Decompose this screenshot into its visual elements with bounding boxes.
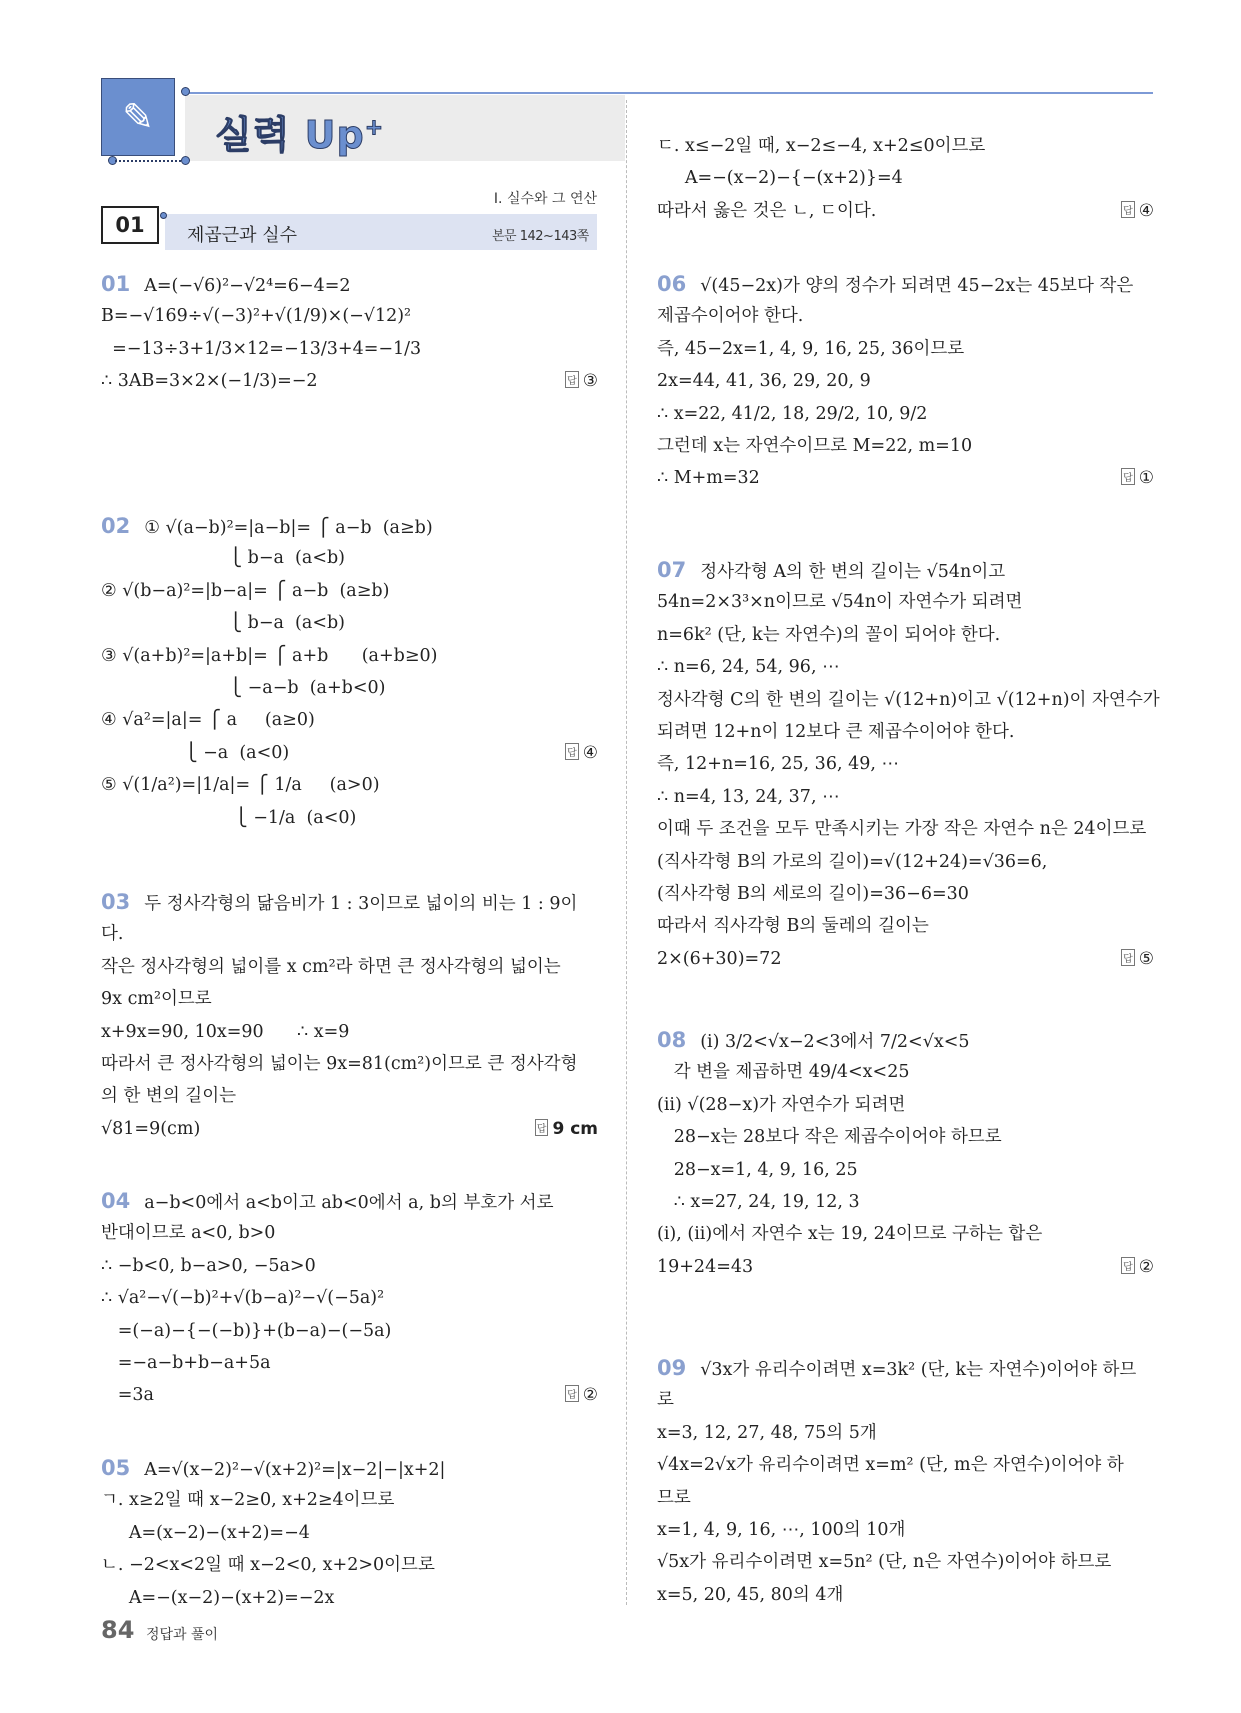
section-reference: 본문 142~143쪽 [492, 229, 589, 244]
line-text: 그런데 x는 자연수이므로 M=22, m=10 [657, 435, 973, 456]
solution-line [657, 1482, 1154, 1514]
line-text: 의 한 변의 길이는 [101, 1086, 237, 1107]
line-text: ∴ n=4, 13, 24, 37, ⋯ [657, 786, 840, 807]
line-text: x+9x=90, 10x=90 ∴ x=9 [101, 1021, 350, 1042]
section-number: 01 [101, 206, 159, 244]
title-plus: + [364, 115, 385, 141]
line-text: a−b<0에서 a<b이고 ab<0에서 a, b의 부호가 서로 [144, 1193, 554, 1213]
line-text: A=√(x−2)²−√(x+2)²=|x−2|−|x+2| [144, 1460, 446, 1480]
problem-number: 06 [657, 272, 687, 296]
line-text: x=5, 20, 45, 80의 4개 [657, 1584, 844, 1605]
solution-line [657, 1251, 1154, 1283]
solution-line [657, 300, 1154, 332]
answer [535, 1119, 598, 1139]
solution-line [657, 1186, 1154, 1218]
line-text: (i) 3/2<√x−2<3에서 7/2<√x<5 [700, 1032, 970, 1052]
solution-line [101, 1250, 598, 1282]
answer-mark-icon: 답 [1121, 949, 1135, 966]
line-text: ⎩ −a (a<0) [101, 742, 290, 763]
solution-line [657, 878, 1154, 910]
solution-line [657, 195, 1154, 227]
line-text: ㄴ. −2<x<2일 때 x−2<0, x+2>0이므로 [101, 1555, 435, 1576]
answer-value: ① [1138, 468, 1154, 489]
problem-number: 07 [657, 558, 687, 582]
answer [565, 371, 598, 391]
line-text: ⎩ −a−b (a+b<0) [101, 677, 386, 698]
line-text: B=−√169÷√(−3)²+√(1/9)×(−√12)² [101, 306, 412, 327]
line-text: 므로 [657, 1487, 691, 1508]
line-text: x=1, 4, 9, 16, ⋯, 100의 10개 [657, 1519, 906, 1540]
solution-line [657, 1514, 1154, 1546]
line-text: ④ √a²=|a|= ⎧ a (a≥0) [101, 710, 315, 731]
solution-line [101, 640, 598, 672]
solution-line [101, 802, 598, 834]
line-text: =3a [101, 1385, 154, 1406]
solution-line [101, 542, 598, 574]
line-text: ∴ n=6, 24, 54, 96, ⋯ [657, 657, 840, 678]
line-text: 정사각형 C의 한 변의 길이는 √(12+n)이고 √(12+n)이 자연수가 [657, 689, 1160, 710]
solution-line [101, 1080, 598, 1112]
line-text: 각 변을 제곱하면 49/4<x<25 [657, 1062, 910, 1083]
line-text: ③ √(a+b)²=|a+b|= ⎧ a+b (a+b≥0) [101, 645, 438, 666]
solution-01 [101, 268, 598, 398]
solution-line [101, 704, 598, 736]
line-text: 두 정사각형의 닮음비가 1 : 3이므로 넓이의 비는 1 : 9이 [144, 894, 578, 914]
solution-line [101, 268, 598, 300]
solution-line [101, 300, 598, 332]
solution-line [101, 1517, 598, 1549]
solution-line [101, 1217, 598, 1249]
line-text: A=(x−2)−(x+2)=−4 [101, 1522, 310, 1543]
decor-dot [181, 156, 190, 165]
column-divider [626, 100, 627, 1605]
line-text: √(45−2x)가 양의 정수가 되려면 45−2x는 45보다 작은 [700, 276, 1134, 296]
solution-line [657, 365, 1154, 397]
solution-line [657, 1546, 1154, 1578]
line-text: ㄷ. x≤−2일 때, x−2≤−4, x+2≤0이므로 [657, 136, 986, 156]
answer-value: ② [582, 1385, 598, 1406]
line-text: ⎩ −1/a (a<0) [101, 807, 357, 828]
solution-line [657, 1154, 1154, 1186]
line-text: (직사각형 B의 가로의 길이)=√(12+24)=√36=6, [657, 851, 1048, 872]
answer-value: ② [1138, 1256, 1154, 1277]
line-text: ㄱ. x≥2일 때 x−2≥0, x+2≥4이므로 [101, 1490, 395, 1511]
solution-line [101, 1048, 598, 1080]
solution-line [657, 1024, 1154, 1056]
solution-line [657, 398, 1154, 430]
answer-value: ⑤ [1138, 948, 1154, 969]
line-text: A=(−√6)²−√2⁴=6−4=2 [144, 276, 351, 296]
line-text: 정사각형 A의 한 변의 길이는 √54n이고 [700, 562, 1006, 582]
solution-line [101, 737, 598, 769]
solution-05 [101, 1452, 598, 1614]
line-text: ∴ −b<0, b−a>0, −5a>0 [101, 1255, 316, 1276]
line-text: √3x가 유리수이려면 x=3k² (단, k는 자연수)이어야 하므 [700, 1360, 1137, 1380]
line-text: ① √(a−b)²=|a−b|= ⎧ a−b (a≥b) [144, 518, 433, 538]
problem-number: 05 [101, 1456, 131, 1480]
solution-line [101, 365, 598, 397]
line-text: 28−x는 28보다 작은 제곱수이어야 하므로 [657, 1127, 1002, 1148]
answer-value: 9 cm [552, 1118, 598, 1139]
line-text: (ii) √(28−x)가 자연수가 되려면 [657, 1094, 906, 1115]
solution-line [101, 510, 598, 542]
line-text: 2x=44, 41, 36, 29, 20, 9 [657, 371, 871, 392]
solution-line [657, 813, 1154, 845]
solution-line [657, 684, 1160, 716]
line-text: 다. [101, 924, 124, 945]
decor-dot [160, 212, 167, 219]
problem-number: 09 [657, 1356, 687, 1380]
answer [1121, 1257, 1154, 1277]
page-title [215, 104, 384, 159]
line-text: 이때 두 조건을 모두 만족시키는 가장 작은 자연수 n은 24이므로 [657, 819, 1147, 840]
solution-line [657, 1417, 1154, 1449]
solution-line [101, 1185, 598, 1217]
line-text: 28−x=1, 4, 9, 16, 25 [657, 1159, 858, 1180]
line-text: 따라서 직사각형 B의 둘레의 길이는 [657, 916, 929, 937]
line-text: ⎩ b−a (a<b) [101, 548, 346, 569]
solution-line [657, 268, 1154, 300]
solution-cont [657, 130, 1154, 227]
answer-mark-icon: 답 [565, 371, 579, 388]
line-text: √81=9(cm) [101, 1118, 201, 1139]
line-text: 즉, 12+n=16, 25, 36, 49, ⋯ [657, 754, 899, 775]
answer-value: ④ [582, 742, 598, 763]
problem-number: 08 [657, 1028, 687, 1052]
line-text: 따라서 큰 정사각형의 넓이는 9x=81(cm²)이므로 큰 정사각형 [101, 1053, 578, 1074]
header-rule [185, 92, 1153, 94]
page-number: 84 [101, 1616, 135, 1644]
solution-07 [657, 554, 1160, 975]
answer [565, 743, 598, 763]
answer-mark-icon: 답 [565, 743, 579, 760]
solution-02 [101, 510, 598, 834]
solution-line [101, 1347, 598, 1379]
answer-mark-icon: 답 [565, 1385, 579, 1402]
solution-line [101, 951, 598, 983]
line-text: 2×(6+30)=72 [657, 948, 782, 969]
solution-line [101, 1582, 598, 1614]
problem-number: 02 [101, 514, 131, 538]
solution-line [101, 1484, 598, 1516]
solution-line [657, 430, 1154, 462]
line-text: 9x cm²이므로 [101, 989, 212, 1010]
line-text: (i), (ii)에서 자연수 x는 19, 24이므로 구하는 합은 [657, 1224, 1043, 1245]
line-text: x=3, 12, 27, 48, 75의 5개 [657, 1422, 877, 1443]
line-text: √5x가 유리수이려면 x=5n² (단, n은 자연수)이어야 하므로 [657, 1552, 1112, 1573]
solution-line [657, 586, 1154, 618]
solution-line [101, 1282, 598, 1314]
problem-number: 03 [101, 890, 131, 914]
line-text: =(−a)−{−(−b)}+(b−a)−(−5a) [101, 1320, 392, 1341]
line-text: 되려면 12+n이 12보다 큰 제곱수이어야 한다. [657, 721, 1015, 742]
solution-line [101, 1379, 598, 1411]
problem-number: 01 [101, 272, 131, 296]
solution-line [101, 769, 598, 801]
solution-line [101, 575, 598, 607]
decor-dotted-line [115, 160, 181, 162]
solution-line [657, 619, 1154, 651]
answer-value: ④ [1138, 200, 1154, 221]
solution-line [657, 781, 1154, 813]
solution-line [657, 1089, 1154, 1121]
solution-line [657, 1056, 1154, 1088]
solution-line [657, 910, 1154, 942]
solution-line [101, 607, 598, 639]
solution-03 [101, 886, 598, 1145]
answer [1121, 468, 1154, 488]
line-text: ∴ √a²−√(−b)²+√(b−a)²−√(−5a)² [101, 1288, 385, 1309]
notebook-pencil-icon: ✎ [101, 78, 175, 156]
solution-line [657, 162, 1154, 194]
solution-line [657, 846, 1154, 878]
line-text: ∴ M+m=32 [657, 468, 760, 489]
line-text: n=6k² (단, k는 자연수)의 꼴이 되어야 한다. [657, 624, 1001, 645]
line-text: ∴ x=22, 41/2, 18, 29/2, 10, 9/2 [657, 403, 928, 424]
solution-line [101, 333, 598, 365]
solution-line [657, 1449, 1154, 1481]
line-text: (직사각형 B의 세로의 길이)=36−6=30 [657, 883, 969, 904]
title-text: 실력 Up [215, 113, 365, 157]
footer-label: 정답과 풀이 [146, 1627, 219, 1643]
line-text: ∴ 3AB=3×2×(−1/3)=−2 [101, 371, 318, 392]
line-text: ⑤ √(1/a²)=|1/a|= ⎧ 1/a (a>0) [101, 775, 380, 796]
solution-line [657, 130, 1154, 162]
solution-line [657, 333, 1154, 365]
solution-09 [657, 1352, 1154, 1611]
line-text: A=−(x−2)−(x+2)=−2x [101, 1587, 335, 1608]
solution-line [657, 748, 1154, 780]
line-text: 반대이므로 a<0, b>0 [101, 1223, 276, 1244]
solution-line [101, 1452, 598, 1484]
solution-line [657, 1352, 1154, 1384]
answer-mark-icon: 답 [535, 1119, 549, 1136]
line-text: ∴ x=27, 24, 19, 12, 3 [657, 1191, 860, 1212]
line-text: 로 [657, 1390, 674, 1411]
line-text: ② √(b−a)²=|b−a|= ⎧ a−b (a≥b) [101, 580, 390, 601]
problem-number: 04 [101, 1189, 131, 1213]
solution-line [101, 1016, 598, 1048]
line-text: 제곱수이어야 한다. [657, 306, 804, 327]
decor-dot [181, 87, 190, 96]
answer [1121, 949, 1154, 969]
solution-line [657, 716, 1154, 748]
line-text: =−13÷3+1/3×12=−13/3+4=−1/3 [101, 338, 422, 359]
line-text: √4x=2√x가 유리수이려면 x=m² (단, m은 자연수)이어야 하 [657, 1455, 1124, 1476]
answer [1121, 201, 1154, 221]
solution-line [101, 672, 598, 704]
answer-mark-icon: 답 [1121, 468, 1135, 485]
solution-line [101, 1315, 598, 1347]
solution-line [101, 886, 598, 918]
line-text: 19+24=43 [657, 1256, 754, 1277]
solution-line [657, 1579, 1154, 1611]
solution-line [657, 1384, 1154, 1416]
solution-line [657, 554, 1154, 586]
answer-mark-icon: 답 [1121, 201, 1135, 218]
solution-line [101, 1113, 598, 1145]
unit-label: Ⅰ. 실수와 그 연산 [493, 191, 597, 207]
answer-mark-icon: 답 [1121, 1257, 1135, 1274]
solution-line [657, 1218, 1154, 1250]
solution-line [657, 943, 1154, 975]
solution-06 [657, 268, 1154, 495]
line-text: 작은 정사각형의 넓이를 x cm²라 하면 큰 정사각형의 넓이는 [101, 956, 561, 977]
line-text: 즉, 45−2x=1, 4, 9, 16, 25, 36이므로 [657, 338, 965, 359]
solution-line [101, 983, 598, 1015]
line-text: =−a−b+b−a+5a [101, 1352, 271, 1373]
line-text: 따라서 옳은 것은 ㄴ, ㄷ이다. [657, 200, 877, 221]
solution-line [657, 462, 1154, 494]
section-title: 제곱근과 실수 [187, 225, 298, 246]
line-text: 54n=2×3³×n이므로 √54n이 자연수가 되려면 [657, 592, 1023, 613]
solution-line [657, 651, 1154, 683]
solution-08 [657, 1024, 1154, 1283]
line-text: A=−(x−2)−{−(x+2)}=4 [657, 168, 903, 189]
solution-line [101, 918, 598, 950]
solution-line [657, 1121, 1154, 1153]
solution-04 [101, 1185, 598, 1412]
solution-line [101, 1549, 598, 1581]
line-text: ⎩ b−a (a<b) [101, 613, 346, 634]
answer-value: ③ [582, 371, 598, 392]
answer [565, 1385, 598, 1405]
